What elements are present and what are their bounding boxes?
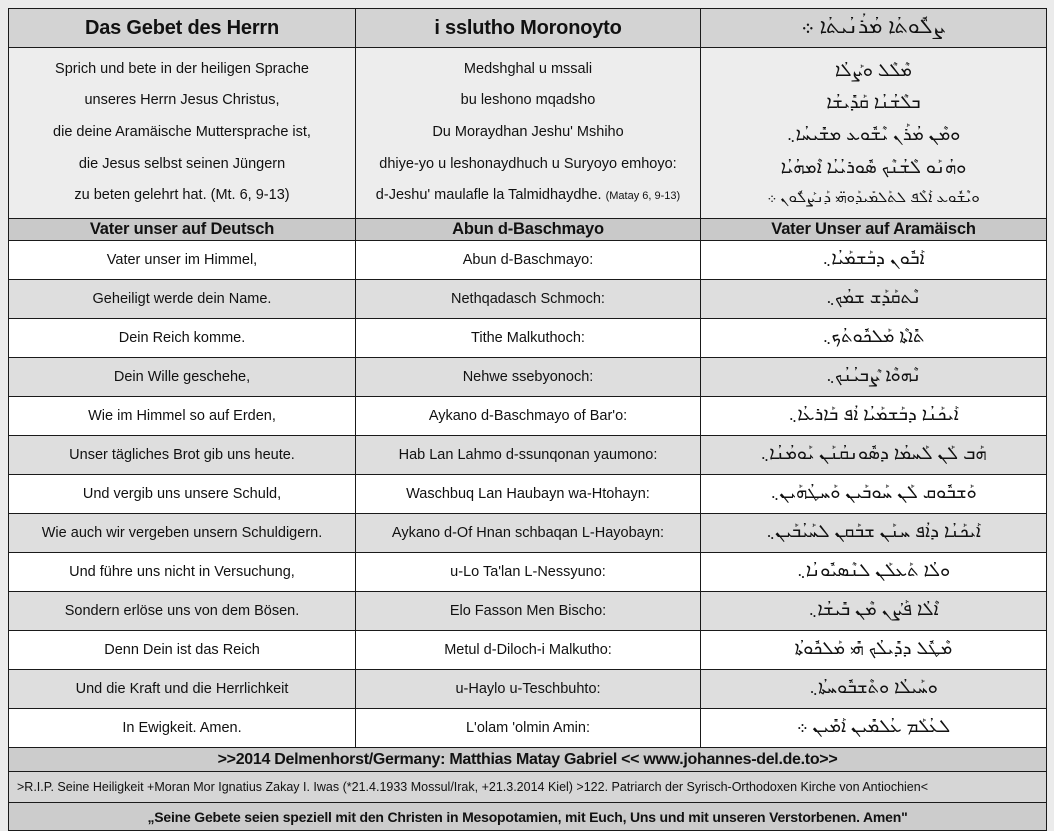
prayer-syriac: ܐܰܝܟܰܢܳܐ ܕܐܳܦ ܚܢܰܢ ܫܒܰܩܢ ܠܚܰܝܳܒܰܝܢ܆ [701,514,1047,553]
prayer-german: Sondern erlöse uns von dem Bösen. [9,592,356,631]
intro-syriac-line: ܒܠܶܫܳܢܳܐ ܩܰܕܺܝܫܳܐ [826,92,921,113]
table-row [9,709,1047,748]
intro-translit-line [360,188,696,204]
title-row [9,9,1047,48]
prayer-translit: Nehwe ssebyonoch: [356,358,701,397]
prayer-syriac: ܐܰܝܟܰܢܳܐ ܕܒܰܫܡܰܝܳܐ ܐܳܦ ܒܰܐܪܥܳܐ܆ [701,397,1047,436]
section-header-syriac: Vater Unser auf Aramäisch [701,219,1047,241]
prayer-translit: Tithe Malkuthoch: [356,319,701,358]
prayer-german: Und die Kraft und die Herrlichkeit [9,670,356,709]
intro-syriac-line: ܘܗܳܢܰܘ ܠܶܫܳܢܶܟ ܣܽܘܪܝܳܝܳܐ ܐܶܡܗܳܝܳܐ [780,156,967,177]
intro-german-line: die Jesus selbst seinen Jüngern [78,155,286,172]
intro-translit-line: Medshghal u mssali [463,60,593,77]
section-header-transliteration: Abun d-Baschmayo [356,219,701,241]
prayer-translit: Hab Lan Lahmo d-ssunqonan yaumono: [356,436,701,475]
prayer-syriac: ܢܶܬܩܰܕܰܫ ܫܡܳܟ܆ [701,280,1047,319]
intro-translit-line: dhiye-yo u leshonaydhuch u Suryoyo emhoyo: [379,155,677,172]
prayer-german: Dein Wille geschehe, [9,358,356,397]
prayer-translit: Waschbuq Lan Haubayn wa-Htohayn: [356,475,701,514]
table-row [9,631,1047,670]
intro-translit-line: Du Moraydhan Jeshu' Mshiho [432,124,624,141]
prayer-translit: Abun d-Baschmayo: [356,241,701,280]
prayer-syriac: ܘܚܰܝܠܳܐ ܘܬܶܫܒܽܘܚܬܳܐ܆ [701,670,1047,709]
prayer-german: Denn Dein ist das Reich [9,631,356,670]
table-row [9,436,1047,475]
section-header-row [9,219,1047,241]
title-german: Das Gebet des Herrn [9,9,356,48]
prayer-syriac: ܡܶܛܽܠ ܕܕܺܝܠܳܟ ܗܺܝ ܡܰܠܟܽܘܬܳܐ [701,631,1047,670]
prayer-translit: Aykano d-Of Hnan schbaqan L-Hayobayn: [356,514,701,553]
prayer-translit: Nethqadasch Schmoch: [356,280,701,319]
title-syriac: ܨܠܽܘܬܳܐ ܡܳܪܳܢܳܝܬܳܐ ܀ [701,9,1047,48]
intro-row [9,48,1047,219]
intro-german-line: die deine Aramäische Muttersprache ist, [53,124,311,141]
prayer-translit: Elo Fasson Men Bischo: [356,592,701,631]
intro-syriac [701,48,1047,219]
credit-text: >>2014 Delmenhorst/Germany: Matthias Matay Gabriel << www.johannes-del.de.to>> [9,748,1047,772]
title-transliteration: i sslutho Moronoyto [356,9,701,48]
lords-prayer-table [8,8,1047,831]
intro-translit-reference: (Matay 6, 9-13) [605,190,681,203]
intro-syriac-line: ܡܶܠܶܠ ܘܨܰܠܳܐ [835,59,912,80]
prayer-german: Wie im Himmel so auf Erden, [9,397,356,436]
table-row [9,397,1047,436]
intro-german [9,48,356,219]
prayer-german: Geheiligt werde dein Name. [9,280,356,319]
table-row [9,280,1047,319]
intro-transliteration [356,48,701,219]
table-row [9,592,1047,631]
prayer-syriac: ܢܶܗܘܶܐ ܨܶܒܝܳܢܳܟ܆ [701,358,1047,397]
prayer-syriac: ܠܥܳܠܰܡ ܥܳܠܡܺܝܢ ܐܰܡܺܝܢ ܀ [701,709,1047,748]
table-row [9,475,1047,514]
intro-german-line: zu beten gelehrt hat. (Mt. 6, 9-13) [74,187,290,204]
prayer-translit: Aykano d-Baschmayo of Bar'o: [356,397,701,436]
prayer-syriac: ܘܰܫܒܽܘܩ ܠܰܢ ܚܰܘܒܰܝܢ ܘܰܚܛܳܗܰܝܢ܆ [701,475,1047,514]
intro-german-line: unseres Herrn Jesus Christus, [84,92,280,109]
prayer-translit: L'olam 'olmin Amin: [356,709,701,748]
prayer-syriac: ܘܠܳܐ ܬܰܥܠܰܢ ܠܢܶܣܝܽܘܢܳܐ܆ [701,553,1047,592]
prayer-syriac: ܐܰܒܽܘܢ ܕܒܰܫܡܰܝܳܐ܆ [701,241,1047,280]
section-header-german: Vater unser auf Deutsch [9,219,356,241]
intro-translit-main: d-Jeshu' maulafle la Talmidhaydhe. [375,187,602,204]
prayer-syriac: ܬܺܐܬܶܐ ܡܰܠܟܽܘܬܳܟ܆ [701,319,1047,358]
table-row [9,670,1047,709]
table-row [9,241,1047,280]
intro-syriac-line: ܘܝܶܫܽܘܥ ܐܰܠܶܦ ܠܬܰܠܡܺܝܕܰܘܗܝ̈ ܕܰܢܨܰܠܽܘܢ ܀ [767,188,980,206]
intro-german-line: Sprich und bete in der heiligen Sprache [55,60,309,77]
table-row [9,319,1047,358]
table-row [9,514,1047,553]
prayer-german: Und führe uns nicht in Versuchung, [9,553,356,592]
prayer-german: Und vergib uns unsere Schuld, [9,475,356,514]
table-row [9,553,1047,592]
amen-text: „Seine Gebete seien speziell mit den Christen in Mesopotamien, mit Euch, Uns und mit unseren Verstorbenen. Amen" [9,803,1047,831]
intro-syriac-line: ܘܡܶܢ ܡܳܪܰܢ ܝܶܫܽܘܥ ܡܫܺܝܚܳܐ܆ [786,124,961,145]
table-row [9,358,1047,397]
credit-row [9,748,1047,772]
intro-translit-line: bu leshono mqadsho [460,92,596,109]
prayer-german: Unser tägliches Brot gib uns heute. [9,436,356,475]
prayer-german: Wie auch wir vergeben unsern Schuldigern. [9,514,356,553]
prayer-translit: u-Haylo u-Teschbuhto: [356,670,701,709]
prayer-syriac: ܐܶܠܳܐ ܦܰܨܳܢ ܡܶܢ ܒܺܝܫܳܐ܆ [701,592,1047,631]
prayer-german: Vater unser im Himmel, [9,241,356,280]
amen-row [9,803,1047,831]
rip-text: >R.I.P. Seine Heiligkeit +Moran Mor Ignatius Zakay I. Iwas (*21.4.1933 Mossul/Irak, +21.3.2014 Kiel) >122. Patriarch der Syrisch-Orthodoxen Kirche von Antiochien< [9,772,1047,803]
prayer-syriac: ܗܰܒ ܠܰܢ ܠܰܚܡܳܐ ܕܣܽܘܢܩܳܢܰܢ ܝܰܘܡܳܢܳܐ܆ [701,436,1047,475]
prayer-translit: Metul d-Diloch-i Malkutho: [356,631,701,670]
rip-row [9,772,1047,803]
prayer-translit: u-Lo Ta'lan L-Nessyuno: [356,553,701,592]
prayer-german: In Ewigkeit. Amen. [9,709,356,748]
prayer-german: Dein Reich komme. [9,319,356,358]
